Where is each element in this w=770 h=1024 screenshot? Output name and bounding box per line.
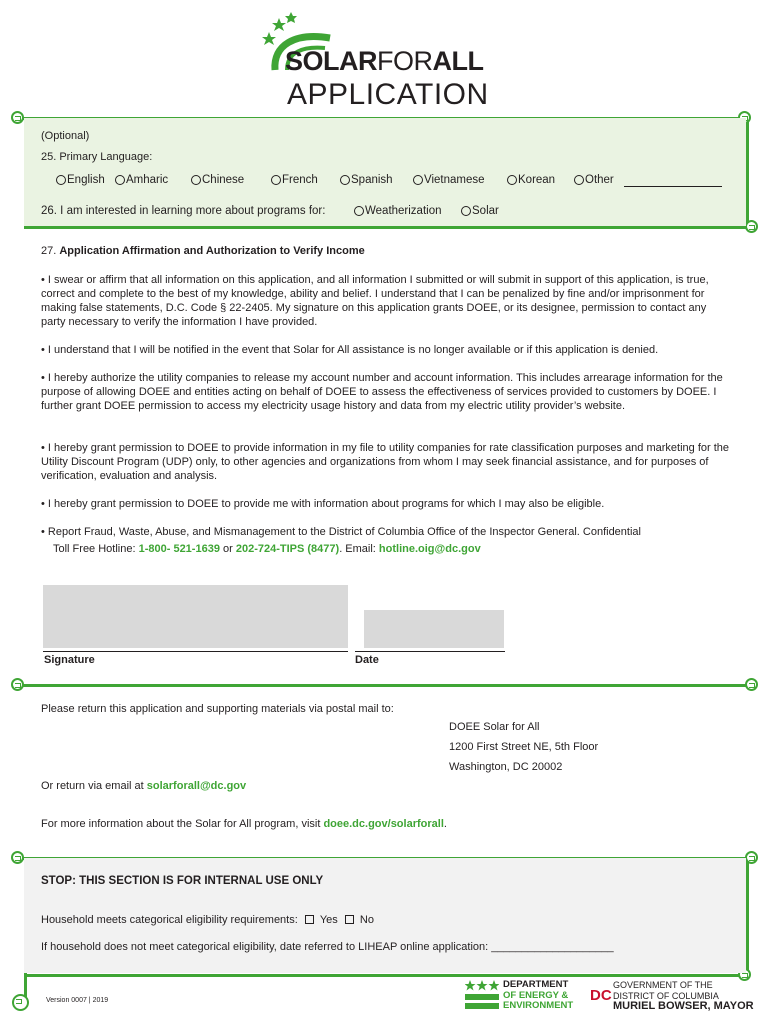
program-option-weatherization[interactable]: Weatherization [354,205,442,217]
doee-line-3: ENVIRONMENT [503,1000,574,1011]
brand-title [285,48,483,75]
fraud-line-1: • Report Fraud, Waste, Abuse, and Mismanagement to the District of Columbia Office of the Inspector General. Confidential [41,526,641,538]
solarforall-email-link[interactable]: solarforall@dc.gov [146,780,247,792]
dc-line-3: MURIEL BOWSER, MAYOR [613,1000,754,1012]
dc-flag-icon: DC [590,987,612,1004]
q26-label: 26. I am interested in learning more about programs for: [41,205,326,217]
lang-option-amharic[interactable]: Amharic [115,174,168,186]
eligibility-row: Household meets categorical eligibility requirements: Yes No [41,914,374,926]
other-language-input[interactable] [624,186,722,187]
affirmation-bullet-1: • I swear or affirm that all information on this application, and all information I submitted or will submit in support of this application, is true, correct and complete to the best of my knowledge, ability and belief. I understand that I can be penalized by fine and/or imprisonment for making false statements, D.C. Code § 22-2405. My signature on this application grants DOEE, or its designee, permission to contact any party necessary to verify the information I have provided. [41,274,709,328]
more-info-line: For more information about the Solar for All program, visit doee.dc.gov/solarforall. [41,818,447,830]
lang-option-english[interactable]: English [56,174,105,186]
brand-for: FOR [377,46,433,76]
signature-label: Signature [44,654,95,666]
date-field[interactable] [364,610,504,648]
lang-option-spanish[interactable]: Spanish [340,174,393,186]
radio-icon[interactable] [461,206,471,216]
page-title: APPLICATION [287,78,489,111]
address-line-3: Washington, DC 20002 [449,761,563,773]
doee-line-1: DEPARTMENT [503,979,569,990]
affirmation-bullet-4: • I hereby grant permission to DOEE to provide information in my file to utility companies for rate classification purposes and marketing for the Utility Discount Program (UDP) only, to other agencies and organizations from whom I may seek financial assistance, and for purposes of verification, evaluation and analysis. [41,442,729,482]
hotline-phone-link[interactable]: 1-800- 521-1639 [138,543,220,555]
solar-for-all-logo [255,10,515,115]
doee-logo [465,978,580,1014]
rail-divider-1 [24,226,748,229]
radio-icon[interactable] [354,206,364,216]
address-line-2: 1200 First Street NE, 5th Floor [449,741,599,753]
yes-checkbox[interactable] [305,915,314,924]
affirmation-bullet-2: • I understand that I will be notified in the event that Solar for All assistance is no longer available or if this application is denied. [41,344,659,356]
version-text: Version 0007 | 2019 [46,997,109,1004]
oig-email-link[interactable]: hotline.oig@dc.gov [378,543,481,555]
radio-icon[interactable] [574,175,584,185]
radio-icon[interactable] [56,175,66,185]
rail-cap-icon [745,220,758,233]
rail-right-2 [746,857,749,975]
affirmation-title: 27. Application Affirmation and Authorization to Verify Income [41,245,365,257]
lang-option-chinese[interactable]: Chinese [191,174,244,186]
internal-title: STOP: THIS SECTION IS FOR INTERNAL USE ONLY [41,875,324,887]
date-label: Date [355,654,379,666]
tips-phone-link[interactable]: 202-724-TIPS (8477) [235,543,340,555]
rail-right-1 [746,117,749,227]
lang-option-korean[interactable]: Korean [507,174,555,186]
address-line-1: DOEE Solar for All [449,721,540,733]
radio-icon[interactable] [115,175,125,185]
stars-bars-icon [465,980,499,1010]
program-option-solar[interactable]: Solar [461,205,499,217]
lang-option-vietnamese[interactable]: Vietnamese [413,174,485,186]
affirmation-bullet-3: • I hereby authorize the utility companies to release my account number and account information. This includes arrearage information for the purpose of allowing DOEE and entities acting on behalf of DOEE to assess the effectiveness of services provided to customers by DOEE. I further grant DOEE permission to access my electricity usage history and data from my electric utility provider’s website. [41,372,723,412]
rail-divider-2 [18,684,748,687]
q25-label: 25. Primary Language: [41,151,153,163]
rail-bottom [24,974,748,977]
mail-intro: Please return this application and supporting materials via postal mail to: [41,703,394,715]
email-return-line: Or return via email at solarforall@dc.gov [41,780,247,792]
rail-cap-icon [11,111,24,124]
optional-label: (Optional) [41,130,90,142]
rail-cap-icon [745,851,758,864]
radio-icon[interactable] [271,175,281,185]
brand-all: ALL [432,46,484,76]
rail-cap-icon [11,678,24,691]
lang-option-french[interactable]: French [271,174,318,186]
rail-cap-icon [745,678,758,691]
referral-date-line[interactable]: If household does not meet categorical eligibility, date referred to LIHEAP online application: ____________________ [41,941,614,953]
signature-line [43,651,348,652]
rail-cap-icon [11,851,24,864]
no-checkbox[interactable] [345,915,354,924]
lang-option-other[interactable]: Other [574,174,614,186]
brand-solar: SOLAR [285,46,377,76]
date-line [355,651,505,652]
radio-icon[interactable] [191,175,201,185]
doee-website-link[interactable]: doee.dc.gov/solarforall [323,818,444,830]
signature-field[interactable] [43,585,348,648]
fraud-line-2: Toll Free Hotline: 1-800- 521-1639 or 202-724-TIPS (8477). Email: hotline.oig@dc.gov [53,543,481,555]
radio-icon[interactable] [340,175,350,185]
dc-line-1: GOVERNMENT OF THE [613,980,713,990]
rail-cap-icon [12,994,29,1011]
affirmation-bullet-5: • I hereby grant permission to DOEE to provide me with information about programs for which I may also be eligible. [41,498,605,510]
doee-line-2: OF ENERGY & [503,989,569,1001]
dc-line-2: DISTRICT OF COLUMBIA [613,990,719,1001]
dc-government-logo [590,978,760,1014]
radio-icon[interactable] [413,175,423,185]
radio-icon[interactable] [507,175,517,185]
